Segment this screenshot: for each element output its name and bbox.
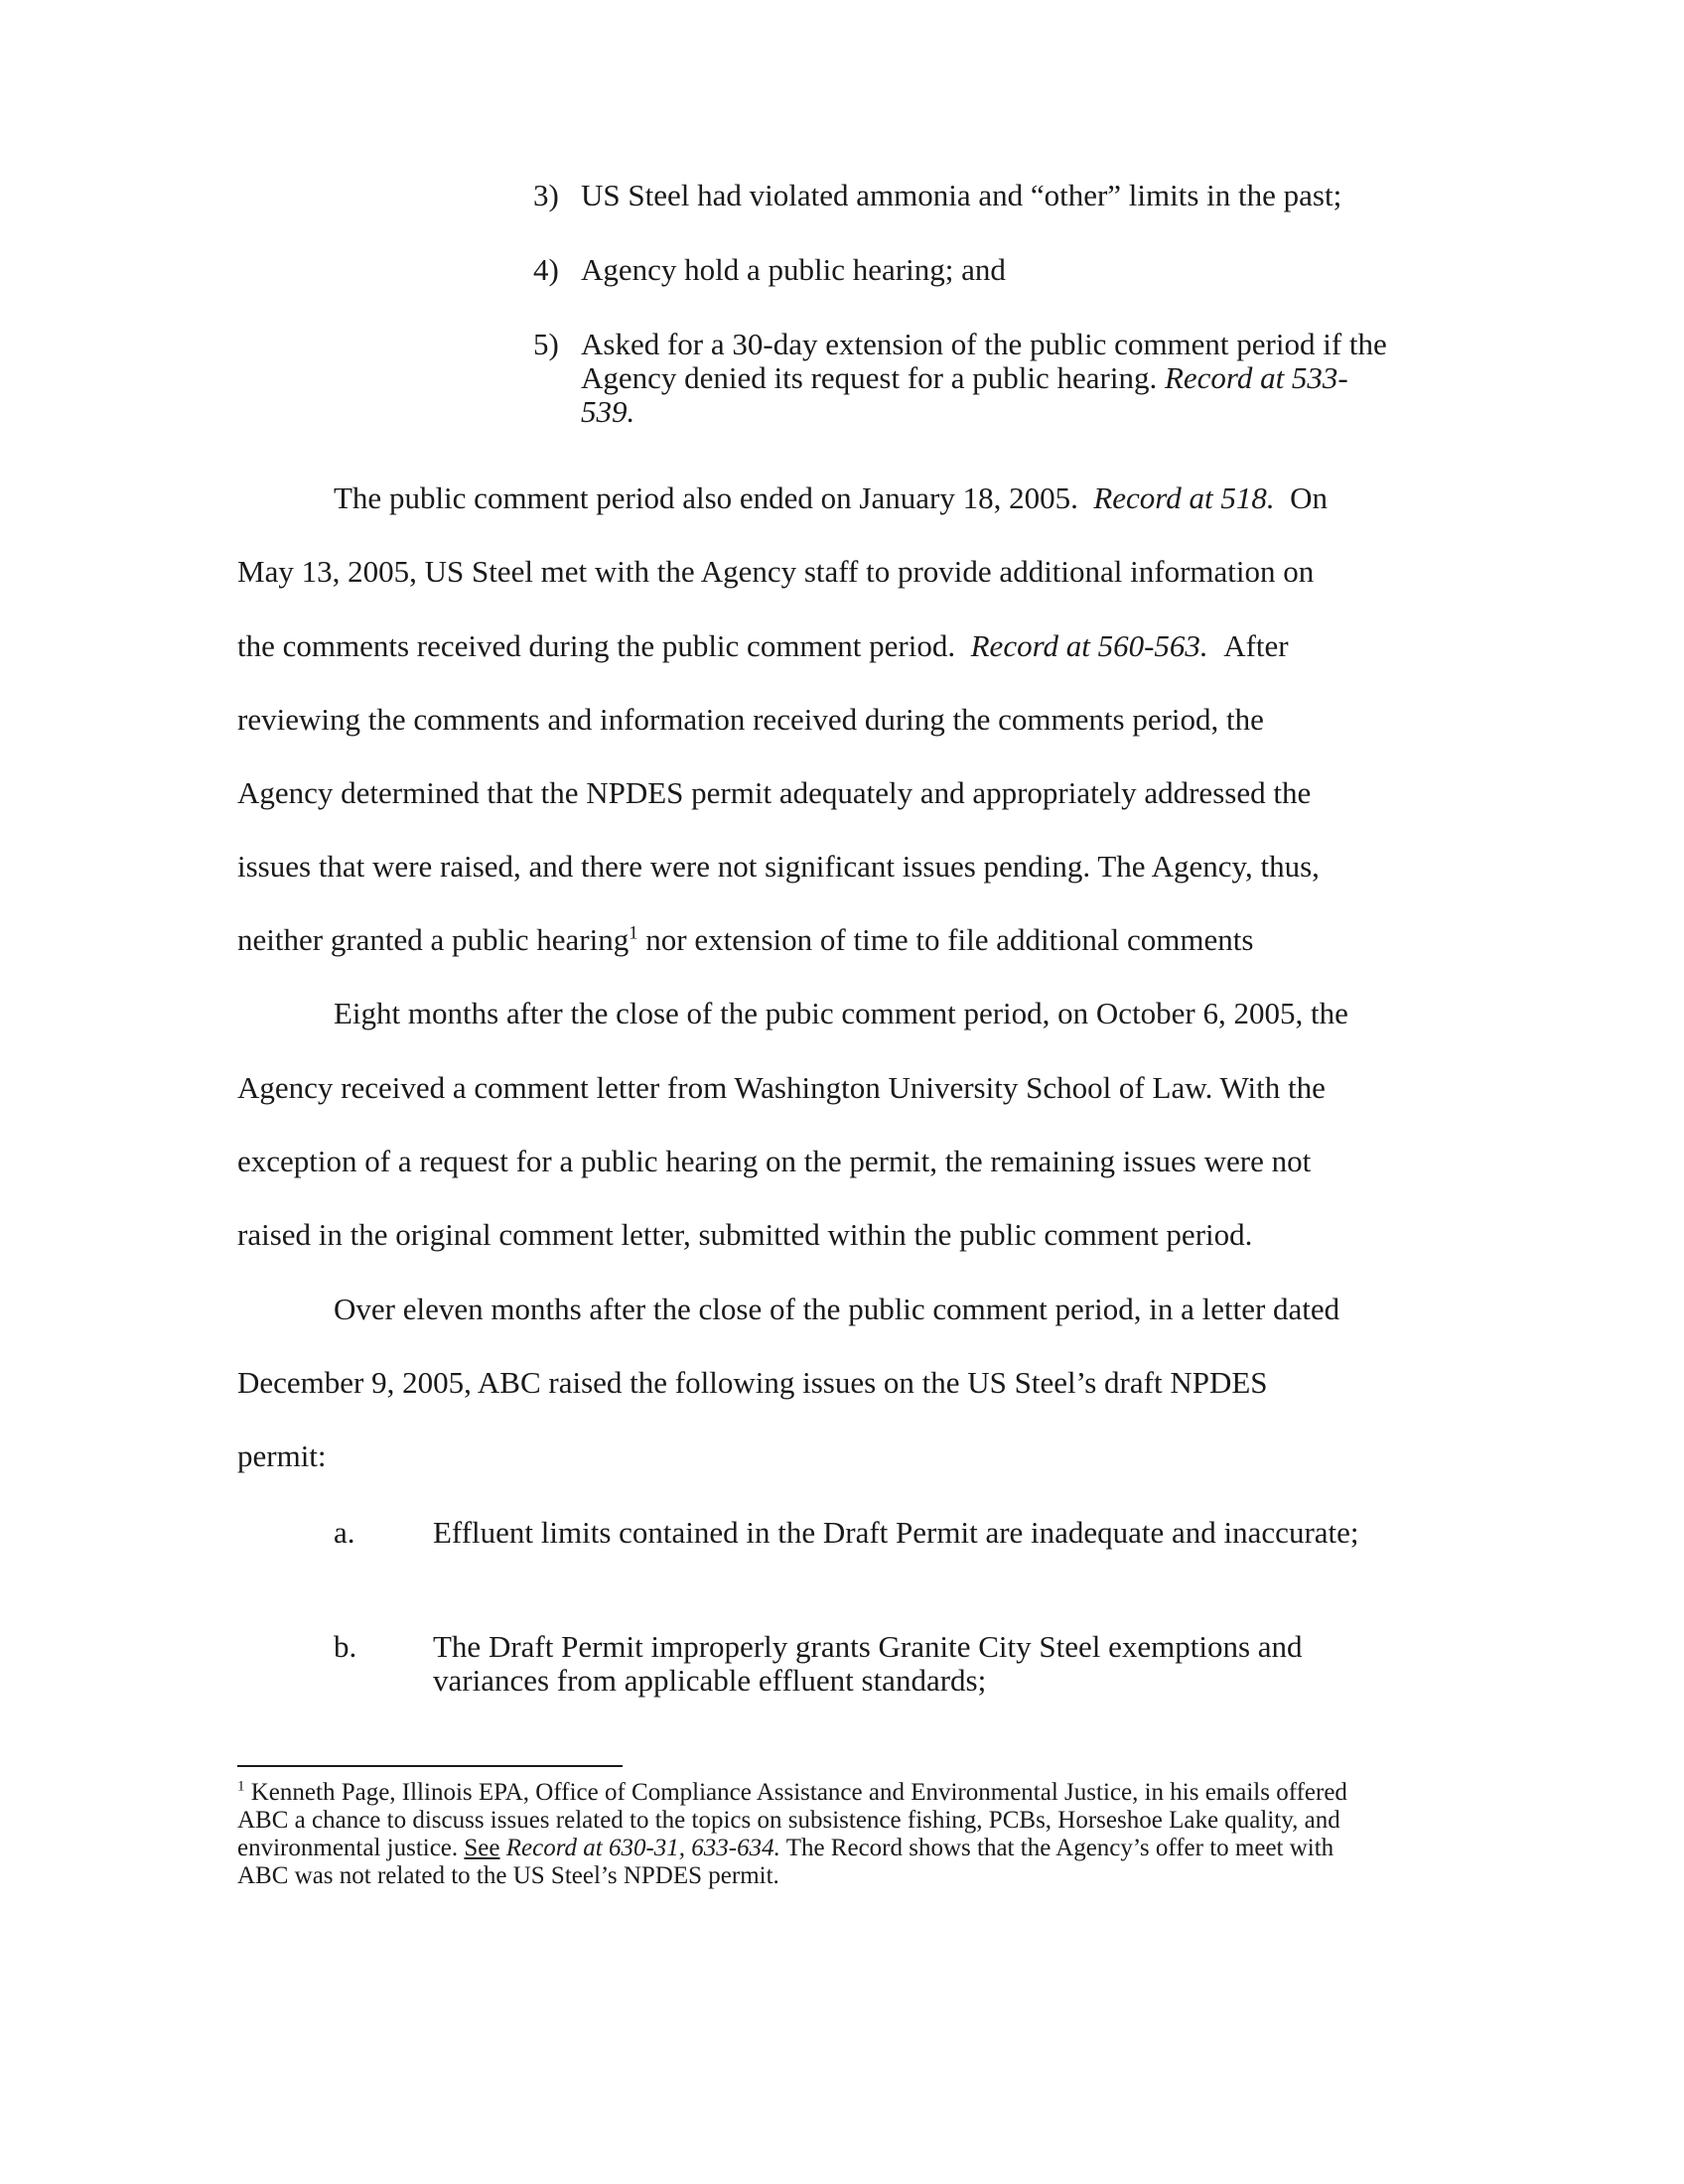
item-number: 4) [533,252,559,287]
item-text: Effluent limits contained in the Draft Permit are inadequate and inaccurate; [433,1515,1359,1550]
item-letter: b. [334,1629,357,1664]
item-text-wrapper [581,328,1397,429]
text: nor extension of time to file additional comments [637,922,1254,957]
lettered-item-a [334,1516,1426,1550]
item-number: 3) [533,178,559,212]
paragraph-3-line-1: Over eleven months after the close of the public comment period, in a letter dated [334,1292,1340,1326]
paragraph-1-line-6: issues that were raised, and there were not significant issues pending. The Agency, thus, [237,849,1320,884]
text: neither granted a public hearing [237,922,630,957]
lettered-item-b [334,1630,1426,1698]
footnote [237,1779,1389,1890]
numbered-item-5 [533,328,1397,429]
footnote-marker: 1 [629,922,638,944]
paragraph-2-line-2: Agency received a comment letter from Washington University School of Law. With the [237,1070,1326,1105]
text: The public comment period also ended on January 18, 2005. [334,480,1078,515]
paragraph-3-line-3: permit: [237,1438,327,1473]
paragraph-3-line-2: December 9, 2005, ABC raised the following issues on the US Steel’s draft NPDES [237,1365,1268,1400]
numbered-item-3 [533,179,1397,212]
paragraph-1-line-4: reviewing the comments and information received during the comments period, the [237,702,1264,737]
footnote-text: Kenneth Page, Illinois EPA, Office of Compliance Assistance and Environmental Justice, in his emails offered ABC a chance to discuss issues related to the topics on subsistence fishing, PCBs, Horseshoe Lake quality, and environmental justice. [237,1779,1347,1861]
record-citation: Record at 630-31, 633-634. [505,1835,780,1861]
paragraph-1-line-7 [237,923,1449,957]
item-text: The Draft Permit improperly grants Granite City Steel exemptions and variances from applicable effluent standards; [433,1629,1303,1698]
item-letter: a. [334,1515,355,1550]
paragraph-2-line-1: Eight months after the close of the pubic comment period, on October 6, 2005, the [334,996,1348,1030]
paragraph-2-line-4: raised in the original comment letter, submitted within the public comment period. [237,1217,1253,1252]
record-citation: Record at 533-539. [581,360,1348,429]
text: the comments received during the public comment period. [237,628,956,663]
item-text: Asked for a 30-day extension of the public comment period if the Agency denied its request for a public hearing. [581,327,1387,395]
record-citation: Record at 560-563. [970,628,1208,663]
text: On [1290,480,1328,515]
footnote-number: 1 [237,1778,245,1795]
item-text: US Steel had violated ammonia and “other” limits in the past; [581,178,1342,212]
paragraph-1-line-3 [237,629,1449,663]
paragraph-2-line-3: exception of a request for a public hearing on the permit, the remaining issues were not [237,1144,1312,1178]
record-citation: Record at 518. [1093,480,1275,515]
numbered-item-4 [533,253,1397,287]
text: After [1223,628,1289,663]
footnote-separator [237,1765,623,1767]
paragraph-1-line-1 [334,481,1545,515]
paragraph-1-line-5: Agency determined that the NPDES permit adequately and appropriately addressed the [237,775,1312,810]
item-number: 5) [533,327,559,361]
paragraph-1-line-2: May 13, 2005, US Steel met with the Agency staff to provide additional information on [237,554,1315,589]
see-signal: See [464,1835,500,1861]
footnote-text: The Record shows that the Agency’s offer to meet with ABC was not related to the US Steel’s NPDES permit. [237,1835,1334,1889]
item-text: Agency hold a public hearing; and [581,252,1006,287]
